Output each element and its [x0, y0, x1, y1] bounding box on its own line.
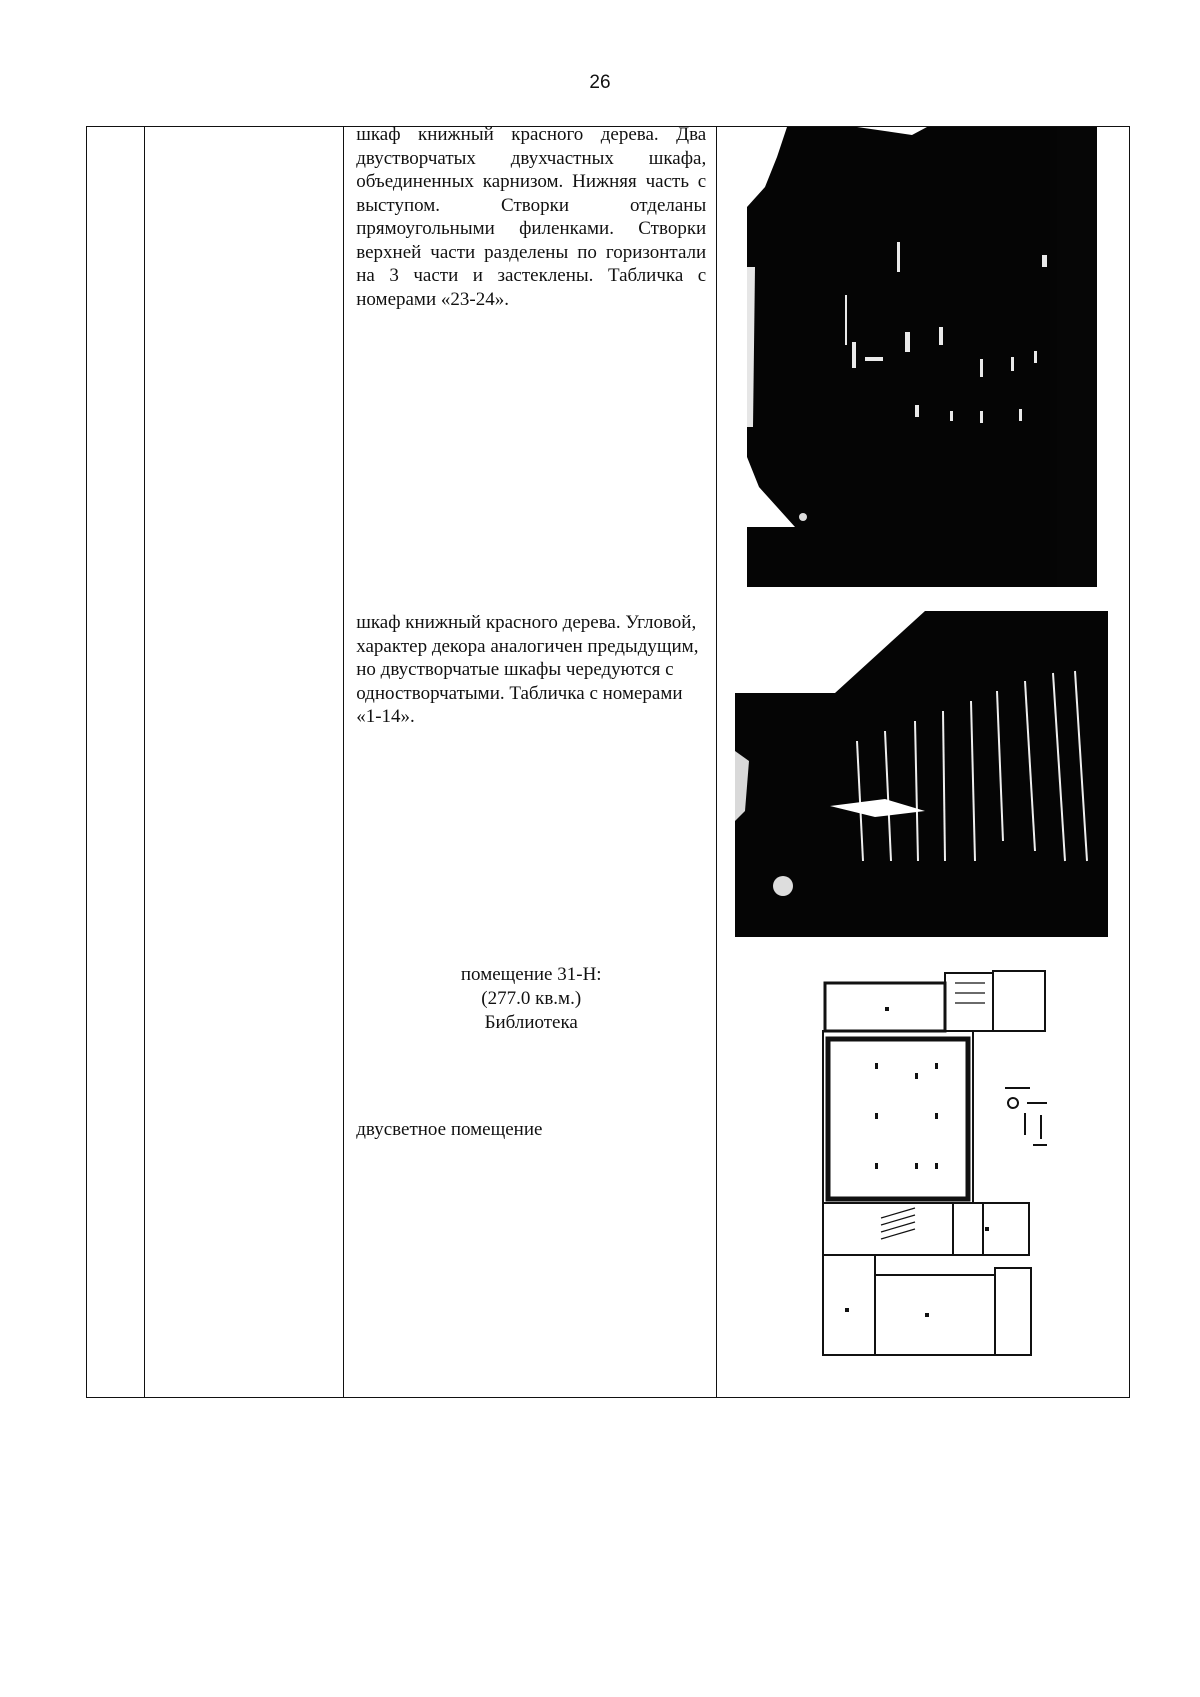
bookcase-2-description: шкаф книжный красного дерева. Угловой, характер декора аналогичен предыдущим, но двустворчатые шкафы чередуются с одностворчатыми. Табличка с номерами «1-14».	[356, 612, 699, 727]
room-title: Библиотека	[484, 1012, 578, 1033]
floor-plan	[815, 963, 1105, 1383]
inventory-table	[86, 126, 1130, 1398]
cell-description	[344, 124, 716, 1398]
cell-name	[145, 127, 344, 1398]
cell-images	[716, 127, 1129, 1398]
cell-number	[87, 127, 145, 1398]
bookcase-1-description: шкаф книжный красного дерева. Два двустворчатых двухчастных шкафа, объединенных карнизом. Нижняя часть с выступом. Створки отделаны прямоугольными филенками. Створки верхней части разделены по горизонтали на 3 части и застеклены. Табличка с номерами «23-24».	[356, 124, 707, 310]
bookcase-1-photo	[747, 127, 1097, 587]
bookcase-2-photo	[735, 611, 1108, 937]
room-area: (277.0 кв.м.)	[481, 988, 582, 1009]
page-number: 26	[589, 72, 611, 93]
room-note: двусветное помещение	[356, 1119, 543, 1140]
table-row	[87, 127, 1130, 1398]
room-number: помещение 31-Н:	[460, 964, 602, 985]
